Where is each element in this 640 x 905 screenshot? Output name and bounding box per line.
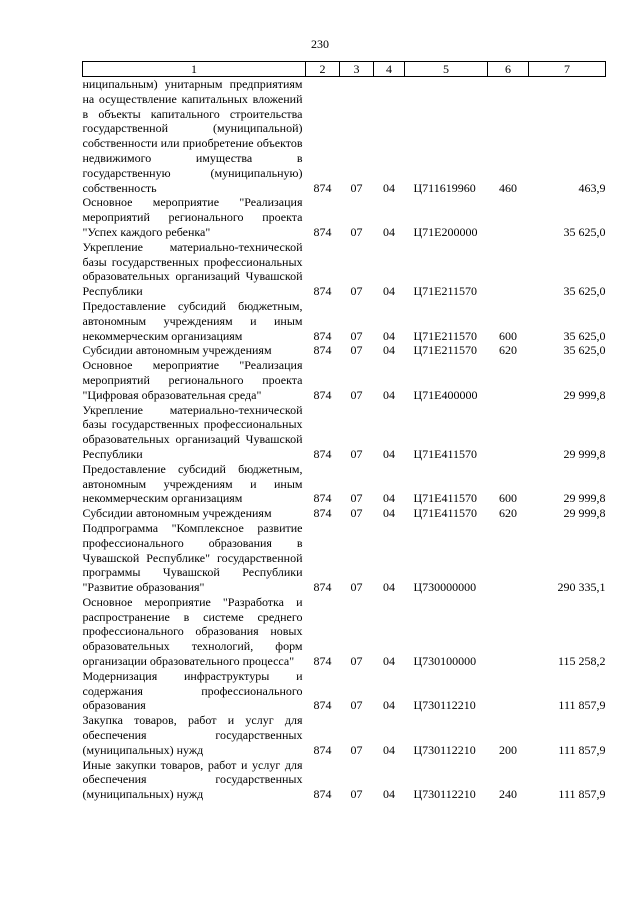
budget-table: [82, 61, 606, 802]
row-subsection-code: 04: [383, 580, 395, 595]
row-subsection-code: 04: [383, 284, 395, 299]
row-amount: 290 335,1: [557, 580, 606, 595]
row-description: Закупка товаров, работ и услуг для обеспечения государственных (муниципальных) нужд: [82, 713, 303, 757]
row-expense-type: [488, 358, 529, 402]
row-grbs-code: 874: [313, 506, 332, 521]
row-section-code: 07: [350, 343, 363, 358]
row-section-code: 07: [350, 387, 363, 402]
row-amount: 111 857,9: [558, 787, 606, 802]
header-col-7: 7: [529, 62, 606, 77]
row-subsection-code: 04: [383, 506, 395, 521]
row-subsection-code: 04: [383, 387, 395, 402]
row-section-code: 07: [350, 698, 363, 713]
row-expense-type: [488, 240, 529, 299]
row-target-article: Ц711619960: [413, 180, 476, 195]
row-section-code: 07: [350, 506, 363, 521]
row-section-code: 07: [350, 284, 363, 299]
row-description: Основное мероприятие "Разработка и распространение в системе среднего профессионального образования новых образовательных технологий, форм организации образовательного процесса": [82, 594, 303, 669]
row-description: Предоставление субсидий бюджетным, автономным учреждениям и иным некоммерческим организациям: [82, 461, 303, 506]
row-expense-type: 200: [499, 742, 517, 757]
table-row: [83, 240, 606, 299]
row-grbs-code: 874: [313, 224, 332, 239]
row-grbs-code: 874: [313, 284, 332, 299]
row-section-code: 07: [350, 742, 363, 757]
row-amount: 111 857,9: [558, 698, 606, 713]
row-grbs-code: 874: [313, 328, 332, 343]
row-description: Предоставление субсидий бюджетным, автономным учреждениям и иным некоммерческим организациям: [82, 298, 303, 343]
row-section-code: 07: [350, 654, 363, 669]
row-target-article: Ц730112210: [413, 742, 476, 757]
row-target-article: Ц71Е211570: [413, 343, 478, 358]
row-subsection-code: 04: [383, 446, 395, 461]
row-subsection-code: 04: [383, 491, 395, 506]
row-amount: 29 999,8: [563, 491, 606, 506]
row-grbs-code: 874: [313, 387, 332, 402]
table-row: [83, 669, 606, 713]
row-amount: 29 999,8: [563, 446, 606, 461]
header-col-1: 1: [83, 62, 306, 77]
table-row: [83, 195, 606, 239]
row-description: Основное мероприятие "Реализация мероприятий регионального проекта "Цифровая образовательная среда": [82, 358, 303, 402]
row-target-article: Ц71Е400000: [413, 387, 478, 402]
row-description: ниципальным) унитарным предприятиям на осуществление капитальных вложений в объекты капитального строительства государственной (муниципальной) собственности или приобретение объектов недвижимого имущества в государственную (муниципальную) собственность: [82, 77, 303, 195]
table-body: [83, 77, 606, 803]
row-target-article: Ц71Е211570: [413, 284, 478, 299]
row-expense-type: [488, 403, 529, 462]
row-subsection-code: 04: [383, 654, 395, 669]
table-row: [83, 403, 606, 462]
row-grbs-code: 874: [313, 654, 332, 669]
table-row: [83, 343, 606, 358]
row-section-code: 07: [350, 446, 363, 461]
row-expense-type: [488, 595, 529, 669]
page-number: 230: [311, 37, 329, 51]
row-subsection-code: 04: [383, 328, 395, 343]
row-expense-type: 240: [499, 787, 517, 802]
row-grbs-code: 874: [313, 491, 332, 506]
row-target-article: Ц730112210: [413, 698, 476, 713]
row-description: Укрепление материально-технической базы государственных профессиональных образовательных организаций Чувашской Республики: [82, 402, 303, 461]
row-expense-type: 600: [499, 491, 517, 506]
row-expense-type: [488, 195, 529, 239]
row-grbs-code: 874: [313, 742, 332, 757]
table-row: [83, 758, 606, 802]
row-grbs-code: 874: [313, 343, 332, 358]
table-row: [83, 713, 606, 757]
header-row: [83, 62, 606, 77]
row-amount: 463,9: [578, 180, 606, 195]
header-col-2: 2: [306, 62, 340, 77]
table-row: [83, 506, 606, 521]
row-target-article: Ц71Е411570: [413, 446, 478, 461]
row-target-article: Ц730000000: [413, 580, 477, 595]
header-col-5: 5: [405, 62, 488, 77]
row-amount: 29 999,8: [563, 506, 606, 521]
row-description: Укрепление материально-технической базы государственных профессиональных образовательных организаций Чувашской Республики: [82, 239, 303, 299]
row-section-code: 07: [350, 787, 363, 802]
header-col-3: 3: [340, 62, 374, 77]
row-expense-type: 600: [499, 328, 517, 343]
row-grbs-code: 874: [313, 446, 332, 461]
row-description: Подпрограмма "Комплексное развитие профессионального образования в Чувашской Республике" государственной программы Чувашской Республики "Развитие образования": [82, 520, 303, 595]
row-description: Субсидии автономным учреждениям: [82, 343, 272, 358]
row-subsection-code: 04: [383, 343, 395, 358]
table-row: [83, 77, 606, 196]
row-grbs-code: 874: [313, 180, 332, 195]
row-target-article: Ц730100000: [413, 654, 477, 669]
row-expense-type: [488, 669, 529, 713]
row-amount: 35 625,0: [563, 224, 606, 239]
row-amount: 35 625,0: [563, 328, 606, 343]
row-expense-type: 460: [499, 180, 517, 195]
row-subsection-code: 04: [383, 787, 395, 802]
row-expense-type: 620: [499, 506, 517, 521]
table-row: [83, 595, 606, 669]
row-subsection-code: 04: [383, 180, 395, 195]
row-target-article: Ц71Е200000: [413, 224, 478, 239]
row-amount: 29 999,8: [563, 387, 606, 402]
row-grbs-code: 874: [313, 580, 332, 595]
row-grbs-code: 874: [313, 698, 332, 713]
row-amount: 35 625,0: [563, 343, 606, 358]
row-section-code: 07: [350, 224, 363, 239]
row-description: Субсидии автономным учреждениям: [82, 506, 272, 521]
table-row: [83, 521, 606, 595]
header-col-6: 6: [488, 62, 529, 77]
row-subsection-code: 04: [383, 742, 395, 757]
row-amount: 115 258,2: [557, 654, 606, 669]
row-description: Иные закупки товаров, работ и услуг для обеспечения государственных (муниципальных) нужд: [82, 757, 303, 802]
row-amount: 111 857,9: [558, 742, 606, 757]
row-expense-type: 620: [499, 343, 517, 358]
row-description: Модернизация инфраструктуры и содержания профессионального образования: [82, 668, 303, 713]
row-target-article: Ц730112210: [413, 787, 476, 802]
row-section-code: 07: [350, 328, 363, 343]
header-col-4: 4: [374, 62, 405, 77]
row-section-code: 07: [350, 580, 363, 595]
table-row: [83, 358, 606, 402]
table-header: [83, 62, 606, 77]
row-subsection-code: 04: [383, 698, 395, 713]
row-grbs-code: 874: [313, 787, 332, 802]
row-target-article: Ц71Е411570: [413, 506, 478, 521]
row-subsection-code: 04: [383, 224, 395, 239]
row-target-article: Ц71Е411570: [413, 491, 478, 506]
row-target-article: Ц71Е211570: [413, 328, 478, 343]
row-section-code: 07: [350, 491, 363, 506]
table-row: [83, 299, 606, 343]
table-row: [83, 462, 606, 506]
row-description: Основное мероприятие "Реализация мероприятий регионального проекта "Успех каждого ребенка": [82, 195, 303, 239]
row-amount: 35 625,0: [563, 284, 606, 299]
row-section-code: 07: [350, 180, 363, 195]
row-expense-type: [488, 521, 529, 595]
